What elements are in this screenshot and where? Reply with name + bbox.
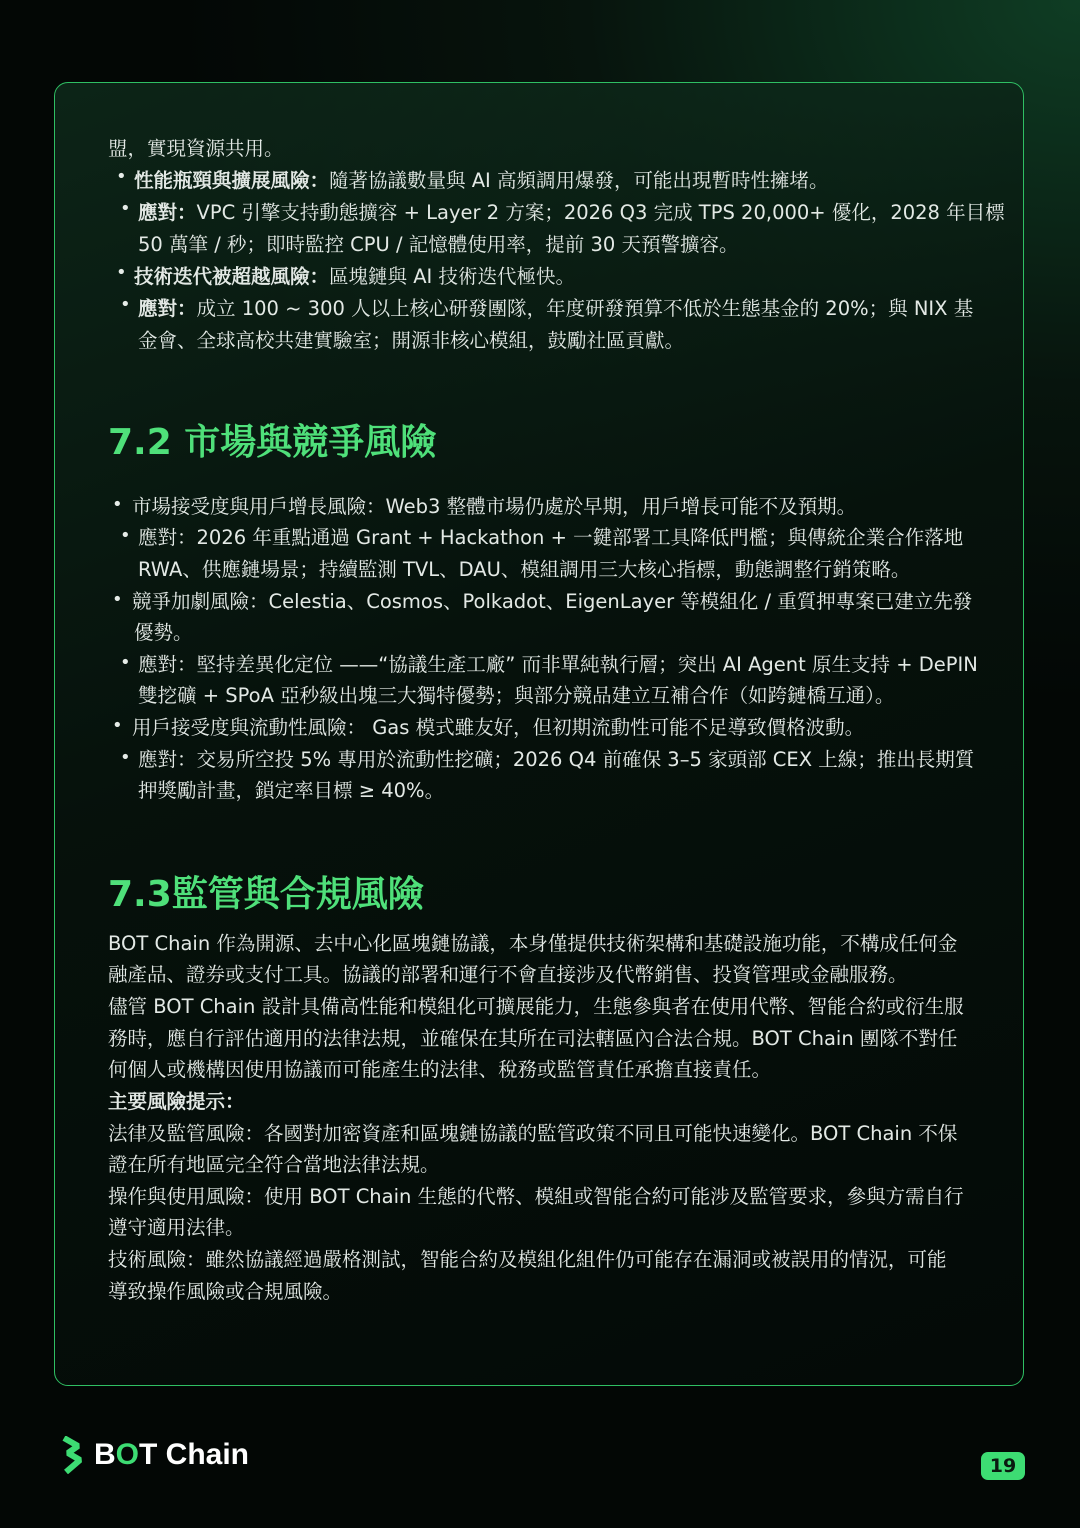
paragraph-line: 何個人或機構因使用協議而可能產生的法律、稅務或監管責任承擔直接責任。: [108, 1058, 772, 1081]
bot-chain-logo: [60, 1436, 249, 1474]
bullet: •: [120, 652, 131, 673]
list-item: 應對：交易所空投 5% 專用於流動性挖礦；2026 Q4 前確保 3–5 家頭部 CEX 上線；推出長期質: [138, 748, 975, 771]
section-title-7-3: 7.3監管與合規風險: [108, 874, 424, 915]
bullet: •: [112, 715, 123, 736]
list-item-cont: 50 萬筆 / 秒；即時監控 CPU / 記憶體使用率，提前 30 天預警擴容。: [138, 233, 739, 256]
list-item: 應對：成立 100 ~ 300 人以上核心研發團隊，年度研發預算不低於生態基金的 20%；與 NIX 基: [138, 297, 974, 320]
paragraph-line: 融產品、證券或支付工具。協議的部署和運行不會直接涉及代幣銷售、投資管理或金融服務。: [108, 963, 908, 986]
bullet: •: [116, 166, 127, 187]
page-number-badge: 19: [981, 1452, 1025, 1480]
paragraph-line: 法律及監管風險：各國對加密資產和區塊鏈協議的監管政策不同且可能快速變化。BOT Chain 不保: [108, 1122, 958, 1145]
bullet: •: [120, 747, 131, 768]
paragraph-line: 導致操作風險或合規風險。: [108, 1280, 343, 1303]
section-title-7-2: 7.2 市場與競爭風險: [108, 422, 437, 463]
list-item-cont: 金會、全球高校共建實驗室；開源非核心模組，鼓勵社區貢獻。: [138, 329, 685, 352]
bullet: •: [120, 525, 131, 546]
list-item: 應對：VPC 引擎支持動態擴容 + Layer 2 方案；2026 Q3 完成 TPS 20,000+ 優化，2028 年目標: [138, 201, 1005, 224]
risk-notice-heading: 主要風險提示：: [108, 1090, 245, 1113]
list-item: 技術迭代被超越風險：區塊鏈與 AI 技術迭代極快。: [134, 265, 576, 288]
list-item-cont: RWA、供應鏈場景；持續監測 TVL、DAU、模組調用三大核心指標，動態調整行銷策略。: [138, 558, 911, 581]
list-item: 市場接受度與用戶增長風險：Web3 整體市場仍處於早期，用戶增長可能不及預期。: [132, 495, 857, 518]
paragraph-line: 儘管 BOT Chain 設計具備高性能和模組化可擴展能力，生態參與者在使用代幣、智能合約或衍生服: [108, 995, 964, 1018]
list-item: 性能瓶頸與擴展風險：隨著協議數量與 AI 高頻調用爆發，可能出現暫時性擁堵。: [134, 169, 829, 192]
paragraph-line: 證在所有地區完全符合當地法律法規。: [108, 1153, 440, 1176]
paragraph-line: 遵守適用法律。: [108, 1216, 245, 1239]
list-item-cont: 優勢。: [134, 621, 193, 644]
bullet: •: [112, 589, 123, 610]
paragraph-line: 務時，應自行評估適用的法律法規，並確保在其所在司法轄區內合法合規。BOT Chain 團隊不對任: [108, 1027, 958, 1050]
bullet: •: [120, 294, 131, 315]
list-item: 競爭加劇風險：Celestia、Cosmos、Polkadot、EigenLayer 等模組化 / 重質押專案已建立先發: [132, 590, 973, 613]
bullet: •: [112, 494, 123, 515]
bullet: •: [120, 198, 131, 219]
paragraph-line: BOT Chain 作為開源、去中心化區塊鏈協議，本身僅提供技術架構和基礎設施功能，不構成任何金: [108, 932, 958, 955]
bullet: •: [116, 262, 127, 283]
continuation-text: 盟，實現資源共用。: [108, 137, 284, 160]
list-item-cont: 雙挖礦 + SPoA 亞秒級出塊三大獨特優勢；與部分競品建立互補合作（如跨鏈橋互通）。: [138, 684, 895, 707]
list-item: 應對：堅持差異化定位 ——“協議生產工廠” 而非單純執行層；突出 AI Agent 原生支持 + DePIN: [138, 653, 978, 676]
bot-chain-logo-icon: [60, 1436, 86, 1474]
list-item: 應對：2026 年重點通過 Grant + Hackathon + 一鍵部署工具降低門檻；與傳統企業合作落地: [138, 526, 964, 549]
paragraph-line: 操作與使用風險：使用 BOT Chain 生態的代幣、模組或智能合約可能涉及監管要求，參與方需自行: [108, 1185, 964, 1208]
logo-text: BOT Chain: [94, 1438, 250, 1471]
list-item: 用戶接受度與流動性風險： Gas 模式雖友好，但初期流動性可能不足導致價格波動。: [132, 716, 865, 739]
paragraph-line: 技術風險：雖然協議經過嚴格測試，智能合約及模組化組件仍可能存在漏洞或被誤用的情況，可能: [108, 1248, 947, 1271]
list-item-cont: 押獎勵計畫，鎖定率目標 ≥ 40%。: [138, 779, 445, 802]
